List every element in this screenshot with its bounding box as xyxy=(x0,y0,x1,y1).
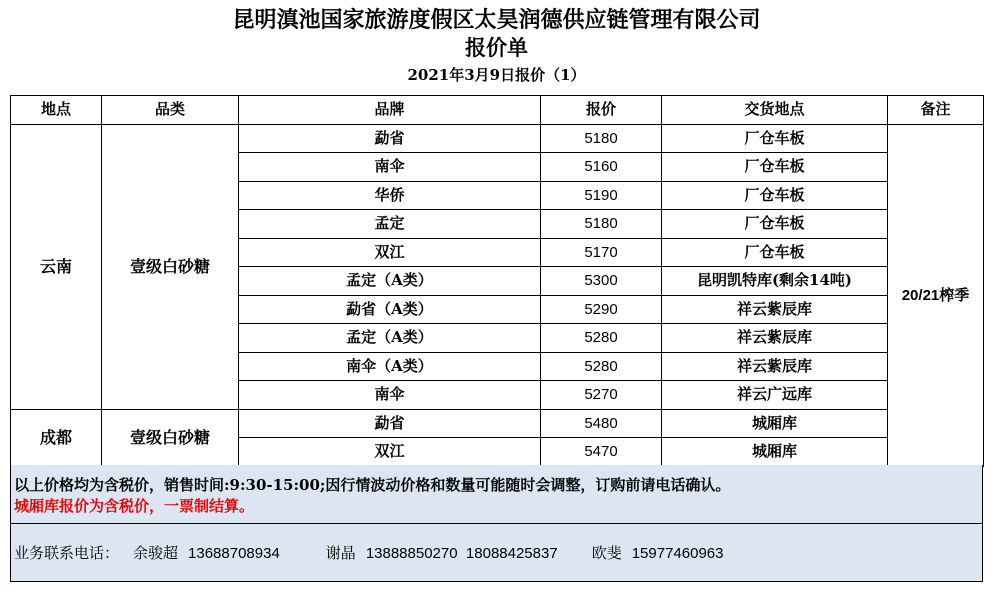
category-cell: 壹级白砂糖 xyxy=(102,409,239,466)
brand-cell: 南伞（A类） xyxy=(239,352,541,381)
contact-name: 余骏超 xyxy=(133,544,179,562)
price-cell: 5180 xyxy=(541,210,662,239)
delivery-cell: 厂仓车板 xyxy=(662,210,888,239)
price-table xyxy=(10,95,984,467)
table-row xyxy=(11,124,984,153)
contact-label: 业务联系电话： xyxy=(14,544,120,562)
brand-cell: 勐省 xyxy=(239,409,541,438)
brand-cell: 双江 xyxy=(239,238,541,267)
brand-cell: 孟定（A类） xyxy=(239,267,541,296)
price-cell: 5270 xyxy=(541,381,662,410)
chengxiang-note: 城厢库报价为含税价，一票制结算。 xyxy=(14,497,255,515)
price-cell: 5280 xyxy=(541,324,662,353)
delivery-cell: 厂仓车板 xyxy=(662,238,888,267)
price-cell: 5190 xyxy=(541,181,662,210)
brand-cell: 孟定（A类） xyxy=(239,324,541,353)
brand-cell: 华侨 xyxy=(239,181,541,210)
remark-cell: 20/21榨季 xyxy=(888,124,984,466)
column-header-price: 报价 xyxy=(541,96,662,125)
contact-row xyxy=(14,543,723,564)
delivery-cell: 祥云紫辰库 xyxy=(662,324,888,353)
document-title: 报价单 xyxy=(465,35,528,60)
column-header-delivery: 交货地点 xyxy=(662,96,888,125)
price-cell: 5180 xyxy=(541,124,662,153)
delivery-cell: 祥云紫辰库 xyxy=(662,352,888,381)
notes-panel xyxy=(10,465,983,524)
brand-cell: 勐省 xyxy=(239,124,541,153)
column-header-category: 品类 xyxy=(102,96,239,125)
brand-cell: 南伞 xyxy=(239,153,541,182)
location-cell: 云南 xyxy=(11,124,102,409)
price-cell: 5170 xyxy=(541,238,662,267)
table-header-row xyxy=(11,96,984,125)
delivery-cell: 厂仓车板 xyxy=(662,124,888,153)
delivery-cell: 城厢库 xyxy=(662,438,888,467)
contact-name: 谢晶 xyxy=(325,544,356,562)
company-title: 昆明滇池国家旅游度假区太昊润德供应链管理有限公司 xyxy=(232,7,761,33)
price-cell: 5160 xyxy=(541,153,662,182)
column-header-location: 地点 xyxy=(11,96,102,125)
delivery-cell: 城厢库 xyxy=(662,409,888,438)
column-header-brand: 品牌 xyxy=(239,96,541,125)
column-header-remark: 备注 xyxy=(888,96,984,125)
location-cell: 成都 xyxy=(11,409,102,466)
delivery-cell: 厂仓车板 xyxy=(662,153,888,182)
price-cell: 5480 xyxy=(541,409,662,438)
table-row xyxy=(11,409,984,438)
price-cell: 5280 xyxy=(541,352,662,381)
price-cell: 5470 xyxy=(541,438,662,467)
price-cell: 5300 xyxy=(541,267,662,296)
brand-cell: 勐省（A类） xyxy=(239,295,541,324)
contact-phone: 13888850270 18088425837 xyxy=(365,545,558,562)
brand-cell: 孟定 xyxy=(239,210,541,239)
delivery-cell: 昆明凯特库(剩余14吨) xyxy=(662,267,888,296)
contact-phone: 15977460963 xyxy=(631,545,724,562)
contact-name: 欧斐 xyxy=(591,544,622,562)
brand-cell: 南伞 xyxy=(239,381,541,410)
delivery-cell: 祥云广远库 xyxy=(662,381,888,410)
contact-panel xyxy=(10,523,983,582)
contact-phone: 13688708934 xyxy=(188,545,280,562)
category-cell: 壹级白砂糖 xyxy=(102,124,239,409)
tax-time-note: 以上价格均为含税价，销售时间:9:30-15:00;因行情波动价格和数量可能随时会调整，订购前请电话确认。 xyxy=(14,476,731,494)
brand-cell: 双江 xyxy=(239,438,541,467)
quote-date: 2021年3月9日报价（1） xyxy=(407,66,586,84)
price-cell: 5290 xyxy=(541,295,662,324)
delivery-cell: 厂仓车板 xyxy=(662,181,888,210)
delivery-cell: 祥云紫辰库 xyxy=(662,295,888,324)
